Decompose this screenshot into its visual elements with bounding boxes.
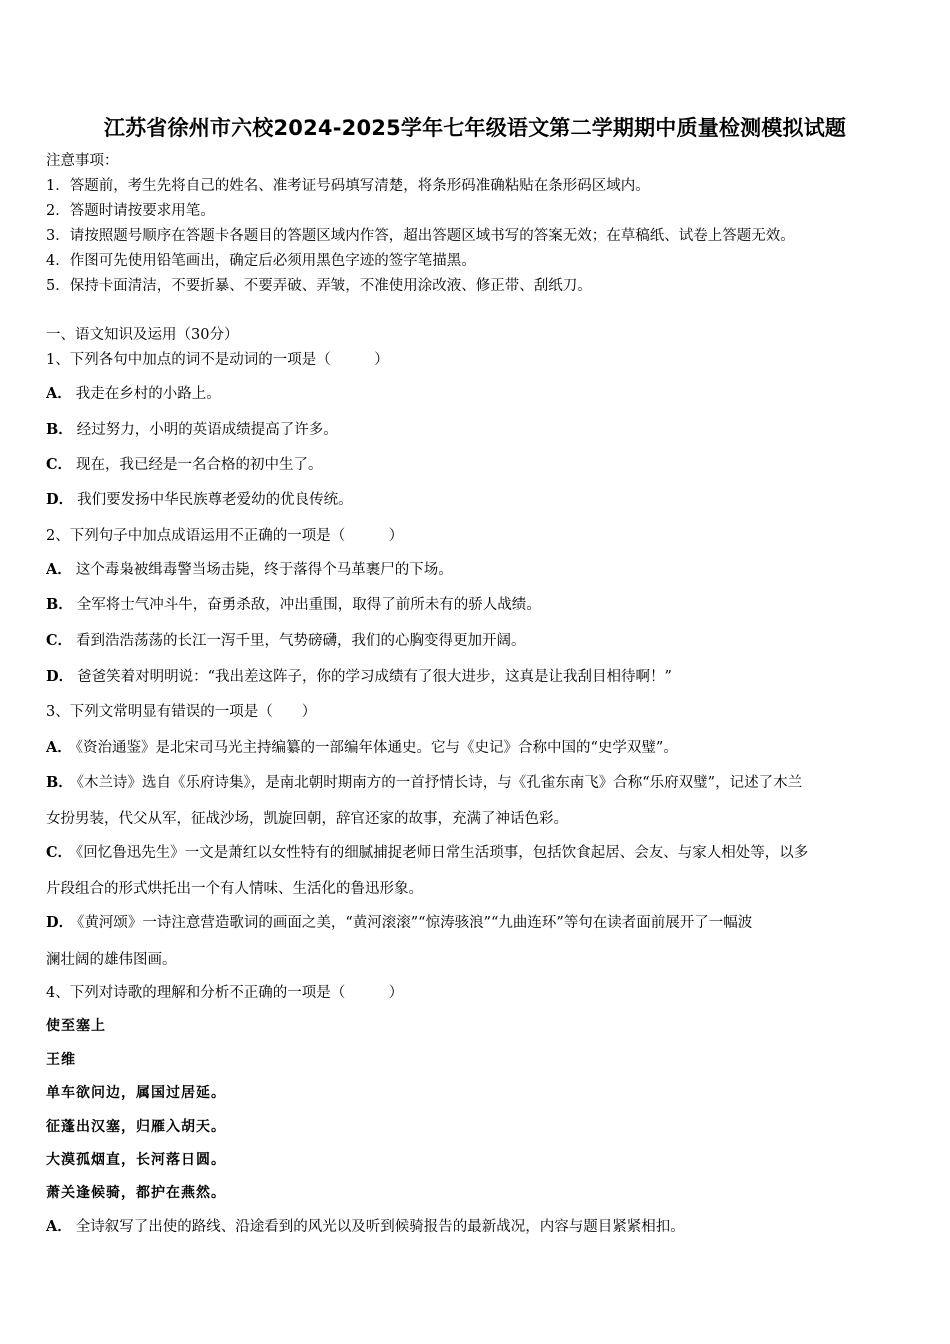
question-3-option-b <box>46 773 910 793</box>
question-2-option-a <box>46 560 910 580</box>
option-text-continued: 片段组合的形式烘托出一个有人情味、生活化的鲁迅形象。 <box>46 881 423 897</box>
option-letter: B． <box>46 421 73 438</box>
option-letter: B． <box>46 774 73 791</box>
option-letter: D． <box>46 668 74 685</box>
option-letter: A． <box>46 385 72 402</box>
question-3-option-d <box>46 913 910 933</box>
option-text: 经过努力，小明的英语成绩提高了许多。 <box>76 422 338 438</box>
option-text: 《黄河颂》一诗注意营造歌词的画面之美，“黄河滚滚”“惊涛骇浪”“九曲连环”等句在读者面前展开了一幅波 <box>77 915 753 931</box>
option-text: 全军将士气冲斗牛，奋勇杀敌，冲出重围，取得了前所未有的骄人战绩。 <box>76 597 541 613</box>
notice-item: 2．答题时请按要求用笔。 <box>46 203 215 219</box>
option-letter: A． <box>46 1218 72 1235</box>
poem-line: 萧关逢候骑，都护在燕然。 <box>46 1185 226 1201</box>
option-text: 爸爸笑着对明明说：“我出差这阵子，你的学习成绩有了很大进步，这真是让我刮目相待啊！” <box>77 669 672 685</box>
question-1-option-a <box>46 384 910 404</box>
option-text-continued: 女扮男装，代父从军，征战沙场，凯旋回朝，辞官还家的故事，充满了神话色彩。 <box>46 811 568 827</box>
option-text: 这个毒枭被缉毒警当场击毙，终于落得个马革裹尸的下场。 <box>75 562 453 578</box>
question-3-option-c <box>46 843 910 863</box>
notice-item: 3．请按照题号顺序在答题卡各题目的答题区域内作答，超出答题区域书写的答案无效；在草稿纸、试卷上答题无效。 <box>46 228 795 244</box>
option-letter: D． <box>46 491 74 508</box>
option-text: 看到浩浩荡荡的长江一泻千里，气势磅礴，我们的心胸变得更加开阔。 <box>76 633 526 649</box>
option-letter: B． <box>46 596 73 613</box>
option-letter: C． <box>46 456 73 473</box>
poem-line: 大漠孤烟直，长河落日圆。 <box>46 1152 226 1168</box>
option-text: 全诗叙写了出使的路线、沿途看到的风光以及听到候骑报告的最新战况，内容与题目紧紧相扣。 <box>75 1219 685 1235</box>
exam-title: 江苏省徐州市六校2024-2025学年七年级语文第二学期期中质量检测模拟试题 <box>103 116 847 140</box>
question-4-option-a <box>46 1217 910 1237</box>
notice-heading: 注意事项： <box>46 153 119 169</box>
option-text: 我走在乡村的小路上。 <box>75 386 221 402</box>
option-text: 《资治通鉴》是北宋司马光主持编纂的一部编年体通史。它与《史记》合称中国的“史学双璧”。 <box>75 740 678 756</box>
option-text: 现在，我已经是一名合格的初中生了。 <box>76 457 323 473</box>
notice-item: 4．作图可先使用铅笔画出，确定后必须用黑色字迹的签字笔描黑。 <box>46 253 476 269</box>
option-text-continued: 澜壮阔的雄伟图画。 <box>46 952 177 968</box>
notice-item: 1．答题前，考生先将自己的姓名、准考证号码填写清楚，将条形码准确粘贴在条形码区域内。 <box>46 178 650 194</box>
question-1-option-c <box>46 455 910 475</box>
option-letter: A． <box>46 739 72 756</box>
option-letter: D． <box>46 914 74 931</box>
question-1-option-b <box>46 420 910 440</box>
option-text: 我们要发扬中华民族尊老爱幼的优良传统。 <box>77 492 353 508</box>
notice-item: 5．保持卡面清洁，不要折暴、不要弄破、弄皱，不准使用涂改液、修正带、刮纸刀。 <box>46 278 592 294</box>
question-4-stem: 4、下列对诗歌的理解和分析不正确的一项是（ ） <box>46 985 404 1001</box>
poem-title: 使至塞上 <box>46 1018 106 1034</box>
question-1-stem: 1、下列各句中加点的词不是动词的一项是（ ） <box>46 352 389 368</box>
poem-line: 征蓬出汉塞，归雁入胡天。 <box>46 1119 226 1135</box>
question-1-option-d <box>46 490 910 510</box>
option-letter: C． <box>46 844 73 861</box>
question-2-option-b <box>46 595 910 615</box>
section-heading: 一、语文知识及运用（30分） <box>46 327 239 343</box>
option-letter: A． <box>46 561 72 578</box>
question-3-stem: 3、下列文常明显有错误的一项是（ ） <box>46 704 317 720</box>
question-3-option-a <box>46 738 910 758</box>
option-letter: C． <box>46 632 73 649</box>
poem-author: 王维 <box>46 1052 76 1068</box>
poem-line: 单车欲问边，属国过居延。 <box>46 1085 226 1101</box>
option-text: 《木兰诗》选自《乐府诗集》，是南北朝时期南方的一首抒情长诗，与《孔雀东南飞》合称“乐府双璧”，记述了木兰 <box>76 775 803 791</box>
question-2-option-c <box>46 631 910 651</box>
question-2-option-d <box>46 667 910 687</box>
option-text: 《回忆鲁迅先生》一文是萧红以女性特有的细腻捕捉老师日常生活琐事，包括饮食起居、会友、与家人相处等，以多 <box>76 845 809 861</box>
question-2-stem: 2、下列句子中加点成语运用不正确的一项是（ ） <box>46 528 404 544</box>
